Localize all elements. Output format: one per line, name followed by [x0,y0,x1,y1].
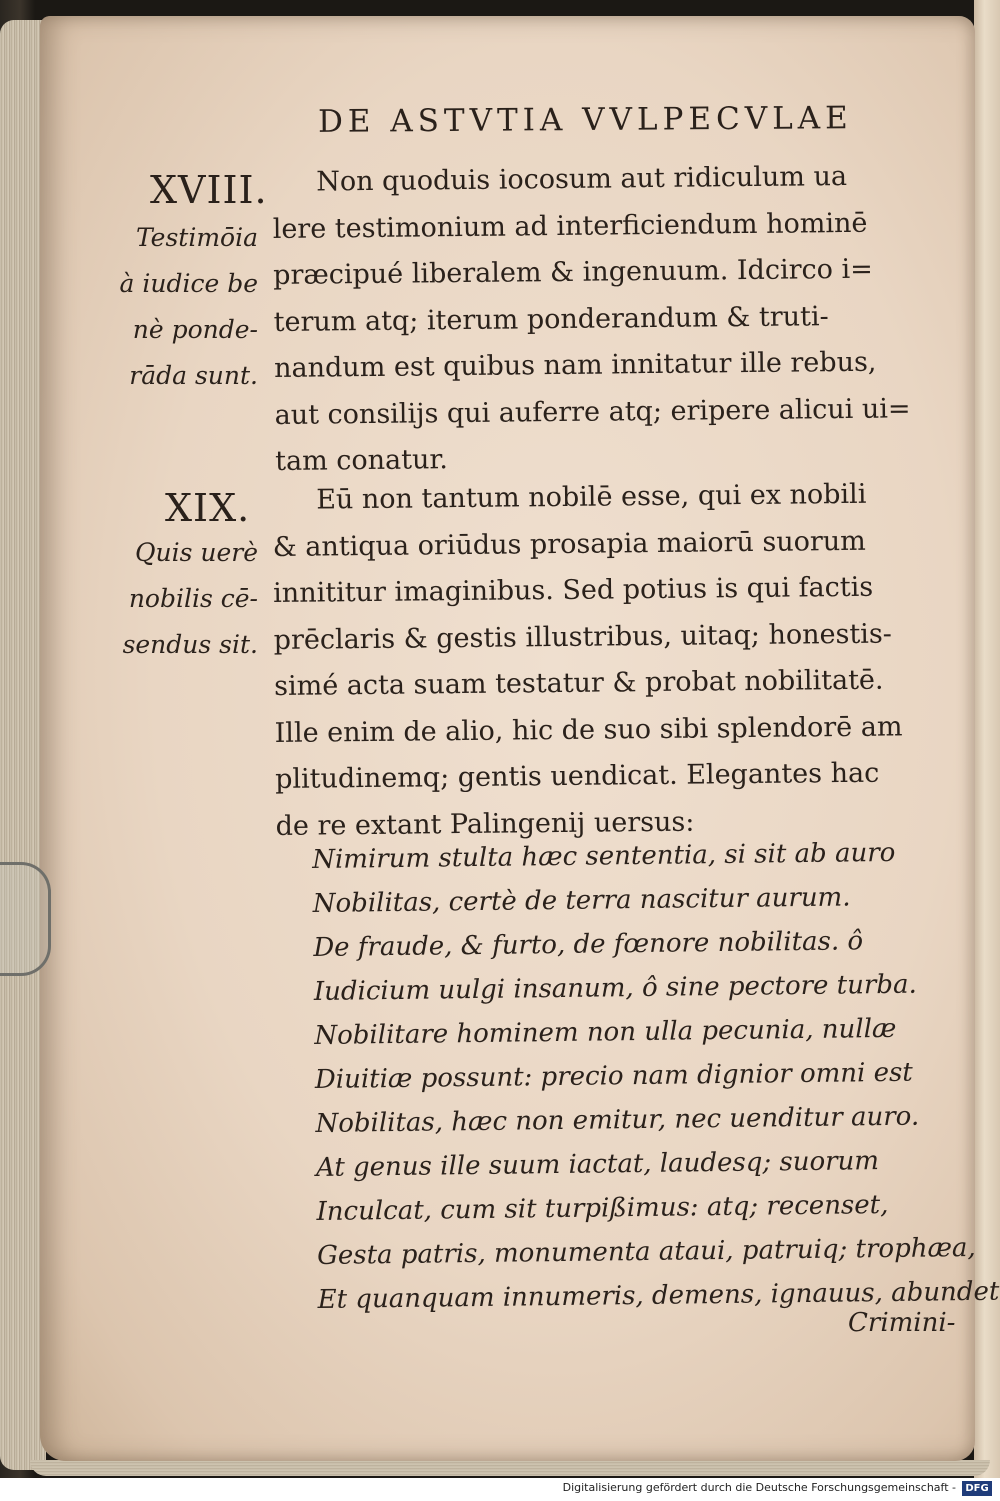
margin-note-line: à iudice be [119,269,258,298]
verse-quotation [312,830,1000,1322]
text-line: plitudinemq; gentis uendicat. Elegantes hac [274,757,880,795]
verse-line: Nobilitare hominem non ulla pecunia, nullæ [314,1013,897,1051]
text-line: nandum est quibus nam innitatur ille rebus, [274,346,877,384]
catchword: Crimini- [848,1308,956,1338]
verse-line: Inculcat, cum sit turpißimus: atq; recenset, [316,1189,889,1227]
verse-line: Gesta patris, monumenta ataui, patruiq; trophæa, [316,1232,976,1271]
text-line: Ille enim de alio, hic de suo sibi splendorē am [274,710,903,749]
margin-note [108,530,258,668]
section-number: XIX. [165,486,251,530]
text-line: præcipué liberalem & ingenuum. Idcirco i= [273,253,873,291]
margin-note-line: Testimōia [135,223,258,252]
margin-note-line: sendus sit. [122,630,258,659]
text-line: simé acta suam testatur & probat nobilitatē. [274,664,884,702]
paragraph [272,153,975,486]
text-line: innititur imaginibus. Sed potius is qui factis [273,571,874,609]
margin-note-line: nobilis cē- [128,584,258,613]
running-header: DE ASTVTIA VVLPECVLAE [317,100,853,140]
text-line: & antiqua oriūdus prosapia maiorū suorum [272,525,866,563]
text-line: aut consilijs qui auferre atq; eripere alicui ui= [274,392,911,431]
margin-note-line: nè ponde- [132,315,258,344]
text-line: lere testimonium ad interficiendum hominē [272,207,868,245]
bottom-page-edges [30,1460,990,1476]
text-line: terum atq; iterum ponderandum & truti- [273,300,829,338]
paragraph [272,471,976,850]
margin-note-line: rāda sunt. [129,361,258,390]
text-line: Eū non tantum nobilē esse, qui ex nobili [316,478,867,516]
funding-credit: Digitalisierung gefördert durch die Deutsche Forschungsgemeinschaft - [562,1481,956,1494]
text-line: Non quoduis iocosum aut ridiculum ua [316,160,848,198]
text-line: prēclaris & gestis illustribus, uitaq; honestis- [273,618,892,656]
margin-note-line: Quis uerè [134,538,258,567]
book-clasp [0,862,51,976]
verse-line: Nobilitas, certè de terra nascitur aurum. [312,882,851,919]
verse-line: Et quanquam innumeris, demens, ignauus, abundet [317,1276,1000,1315]
text-line: de re extant Palingenij uersus: [275,806,695,842]
verse-line: Iudicium uulgi insanum, ô sine pectore turba. [313,969,917,1007]
margin-note [108,215,258,399]
verse-line: Diuitiæ possunt: precio nam dignior omni est [314,1057,913,1095]
text-line: tam conatur. [274,444,449,477]
verse-line: De fraude, & furto, de fœnore nobilitas. ô [313,926,864,963]
verse-line: At genus ille suum iactat, laudesq; suorum [315,1146,880,1183]
verse-line: Nimirum stulta hæc sententia, si sit ab auro [312,837,896,875]
dfg-logo: DFG [962,1481,992,1496]
section-number: XVIII. [150,168,268,212]
verse-line: Nobilitas, hæc non emitur, nec uenditur auro. [315,1101,920,1139]
